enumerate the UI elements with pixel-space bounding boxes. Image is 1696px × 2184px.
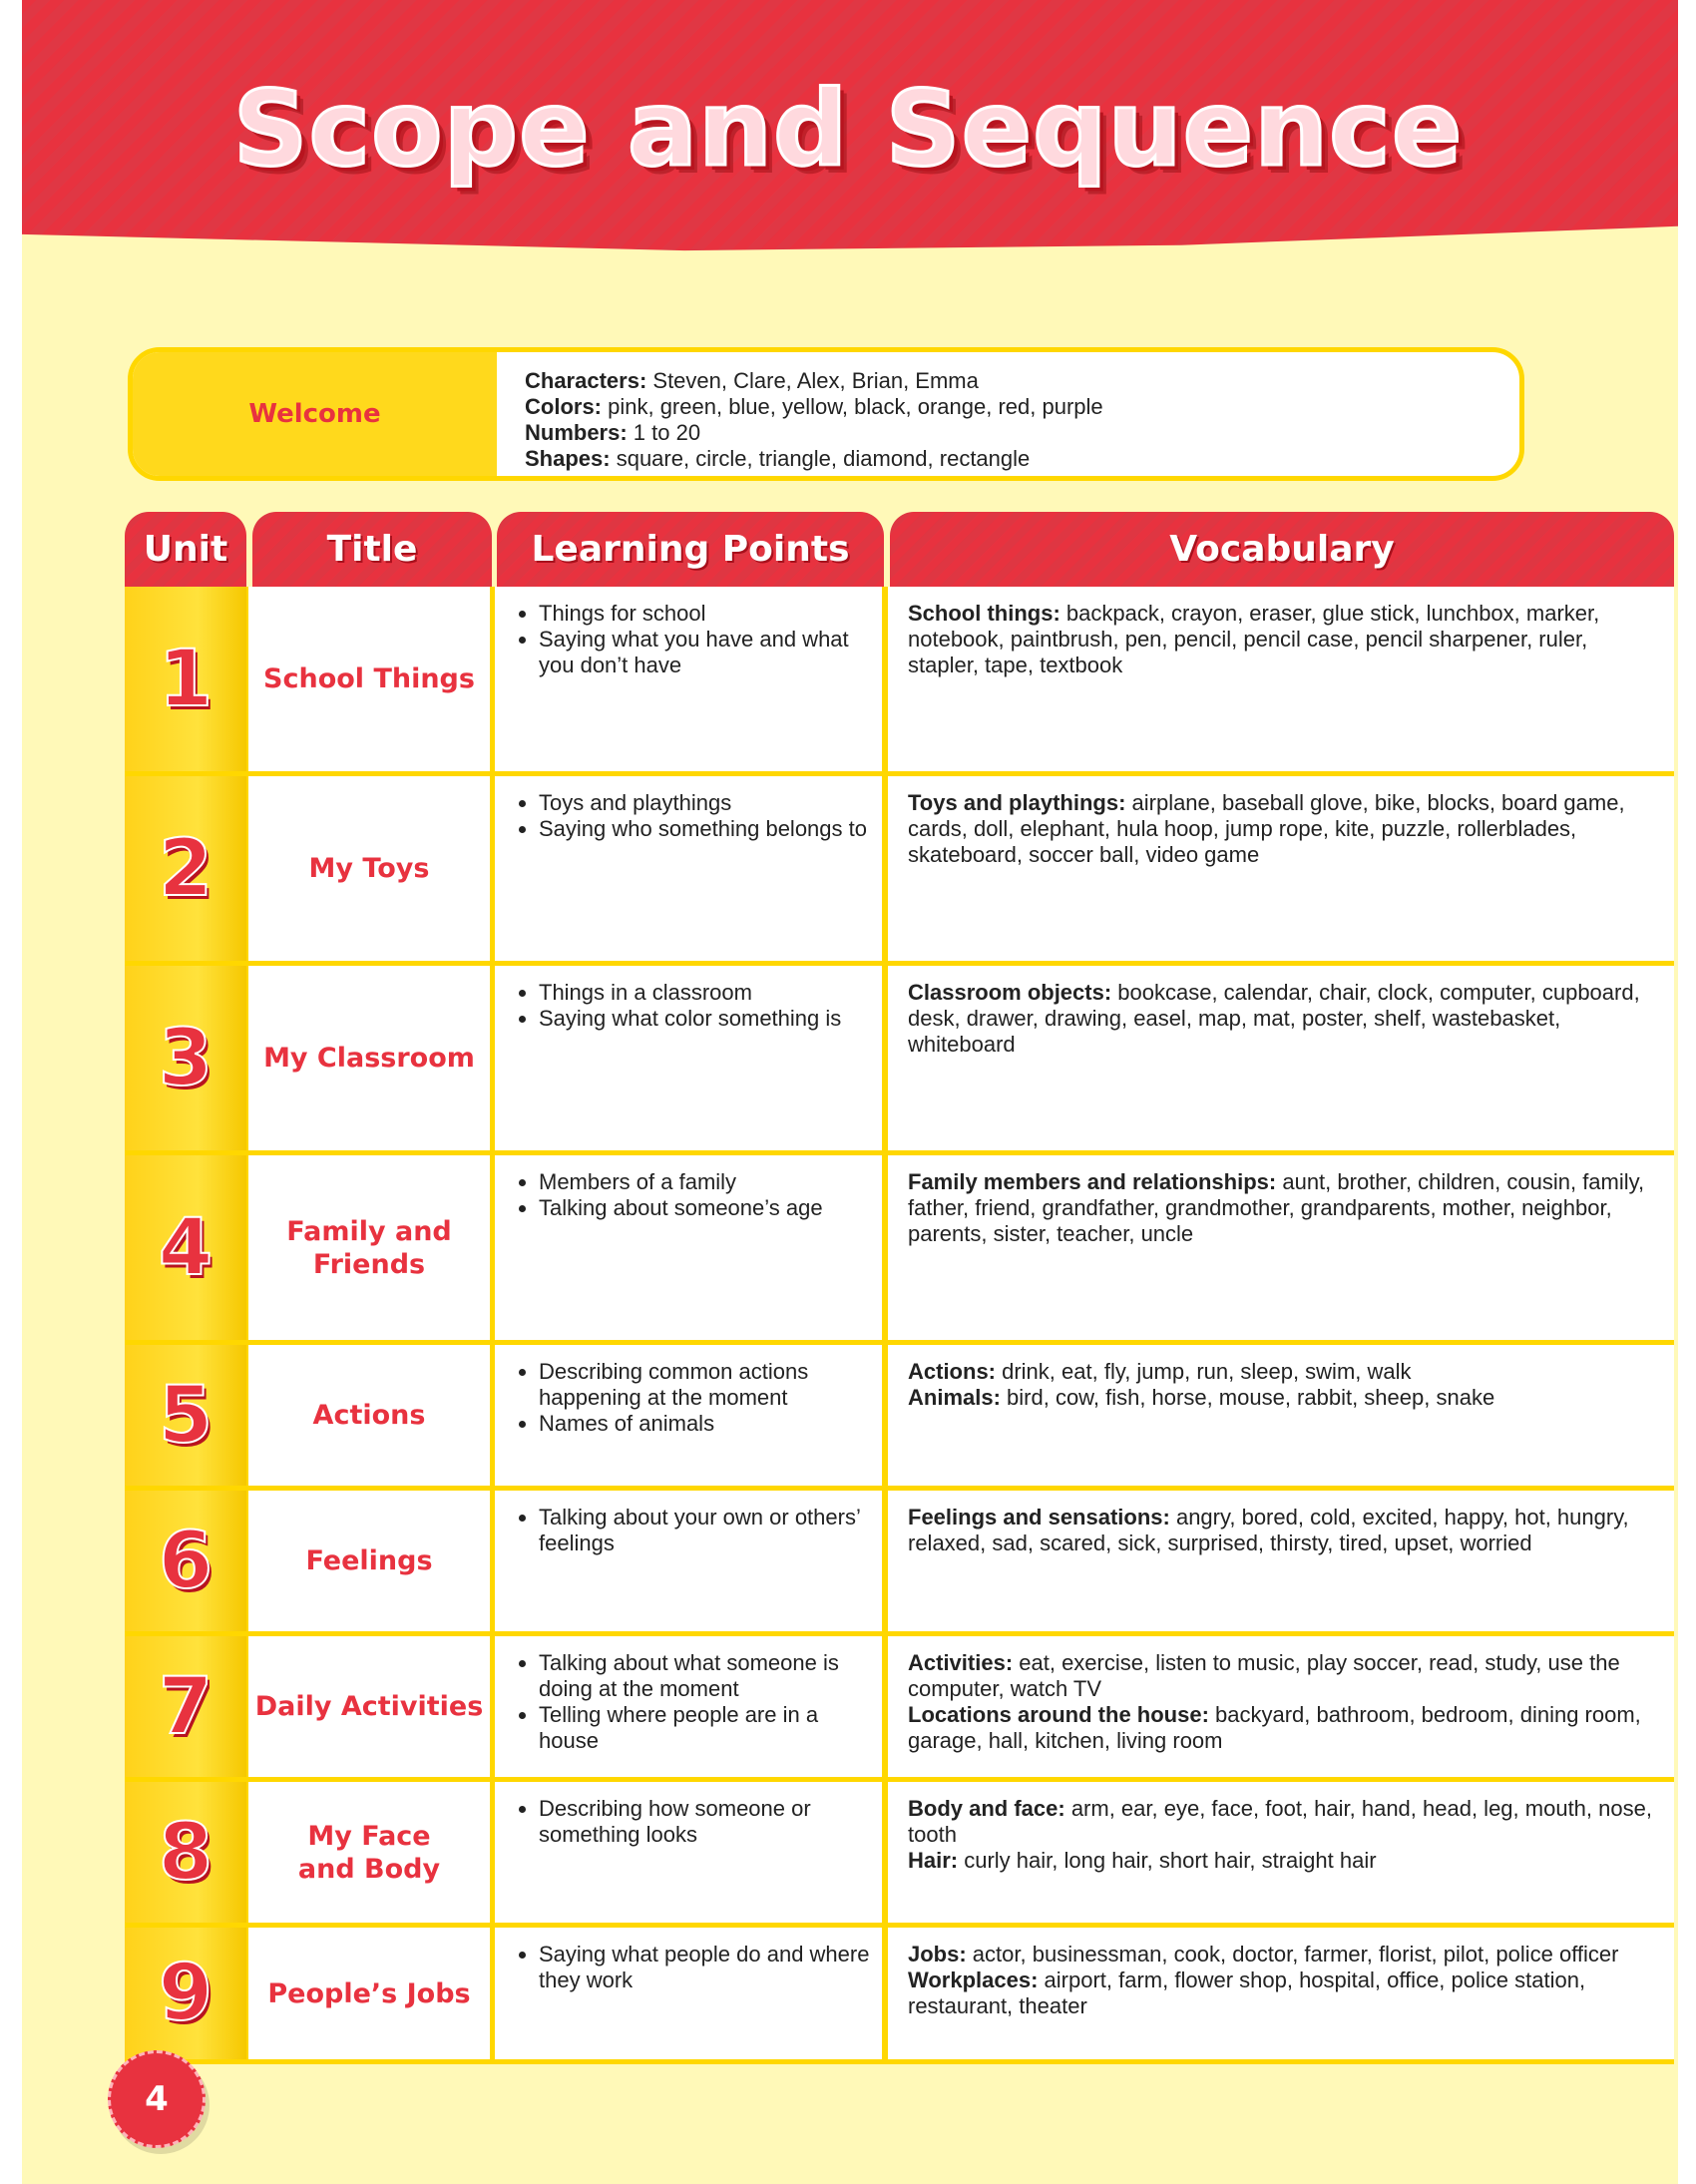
- vocabulary-category: Hair:: [908, 1848, 959, 1873]
- learning-point: • Saying what you have and what you don’t have: [539, 627, 870, 678]
- vocabulary-words: backyard, bathroom, bedroom, dining room, garage, hall, kitchen, living room: [908, 1702, 1641, 1753]
- vocabulary-cell: [888, 1155, 1674, 1340]
- unit-title: People’s Jobs: [267, 1977, 471, 2009]
- learning-point: • Things in a classroom: [539, 980, 870, 1006]
- header-vocabulary: Vocabulary: [890, 512, 1674, 587]
- vocabulary-words: eat, exercise, listen to music, play soccer, read, study, use the computer, watch TV: [908, 1650, 1620, 1701]
- unit-title-cell: [248, 1155, 490, 1340]
- unit-number: 7: [158, 1661, 213, 1752]
- header-learning-points: Learning Points: [497, 512, 884, 587]
- learning-points-cell: [495, 1636, 882, 1777]
- learning-point: • Talking about someone’s age: [539, 1195, 870, 1221]
- learning-points-cell: [495, 1155, 882, 1340]
- welcome-line-label: Characters:: [525, 368, 647, 393]
- vocabulary-entry: [908, 1702, 1656, 1754]
- vocabulary-entry: [908, 1848, 1656, 1874]
- welcome-line-colors: [525, 394, 1499, 420]
- welcome-line-text: pink, green, blue, yellow, black, orange, red, purple: [602, 394, 1103, 419]
- unit-row: [125, 776, 1674, 966]
- welcome-label-cell: [133, 352, 497, 476]
- welcome-line-shapes: [525, 446, 1499, 472]
- vocabulary-cell: [888, 1491, 1674, 1631]
- welcome-line-label: Colors:: [525, 394, 602, 419]
- vocabulary-words: bookcase, calendar, chair, clock, computer, cupboard, desk, drawer, drawing, easel, map, mat, poster, shelf, wastebasket, whiteboard: [908, 980, 1640, 1057]
- unit-number: 5: [158, 1370, 213, 1461]
- vocabulary-cell: [888, 1345, 1674, 1486]
- learning-point: • Saying who something belongs to: [539, 816, 870, 842]
- vocabulary-entry: [908, 1942, 1656, 1967]
- unit-row: [125, 1782, 1674, 1928]
- welcome-details: [525, 368, 1499, 472]
- learning-points-list: [521, 980, 870, 1032]
- unit-title: Daily Activities: [254, 1691, 484, 1722]
- learning-points-list: [521, 1505, 870, 1556]
- learning-point: • Names of animals: [539, 1411, 870, 1437]
- vocabulary-category: Actions:: [908, 1359, 996, 1384]
- vocabulary-words: drink, eat, fly, jump, run, sleep, swim, walk: [996, 1359, 1412, 1384]
- unit-number: 3: [158, 1013, 213, 1103]
- unit-row: [125, 1155, 1674, 1345]
- vocabulary-words: bird, cow, fish, horse, mouse, rabbit, sheep, snake: [1000, 1385, 1495, 1410]
- unit-title-cell: [248, 1928, 490, 2059]
- welcome-line-text: 1 to 20: [627, 420, 701, 445]
- welcome-line-text: square, circle, triangle, diamond, rectangle: [610, 446, 1031, 471]
- learning-point: • Toys and playthings: [539, 790, 870, 816]
- learning-points-list: [521, 1169, 870, 1221]
- vocabulary-category: School things:: [908, 601, 1060, 626]
- learning-point: • Things for school: [539, 601, 870, 627]
- vocabulary-cell: [888, 966, 1674, 1150]
- welcome-line-numbers: [525, 420, 1499, 446]
- unit-title-cell: [248, 587, 490, 771]
- unit-title-cell: [248, 1636, 490, 1777]
- unit-title: My Classroom: [263, 1043, 475, 1074]
- vocabulary-words: backpack, crayon, eraser, glue stick, lunchbox, marker, notebook, paintbrush, pen, pencil, pencil case, pencil sharpener, ruler, stapler, tape, textbook: [908, 601, 1600, 677]
- unit-number: 2: [158, 823, 213, 914]
- vocabulary-category: Animals:: [908, 1385, 1001, 1410]
- unit-number: 9: [158, 1949, 213, 2038]
- unit-row: [125, 1491, 1674, 1636]
- learning-points-cell: [495, 1782, 882, 1923]
- welcome-label: Welcome: [248, 399, 381, 429]
- learning-points-cell: [495, 1345, 882, 1486]
- scope-table: [125, 587, 1674, 2064]
- vocabulary-category: Family members and relationships:: [908, 1169, 1277, 1194]
- header-title: Title: [252, 512, 492, 587]
- unit-title-cell: [248, 1491, 490, 1631]
- unit-number-cell: [125, 1491, 246, 1631]
- unit-number: 1: [158, 634, 213, 724]
- unit-row: [125, 1636, 1674, 1782]
- learning-points-list: [521, 1650, 870, 1754]
- learning-point: • Talking about what someone is doing at the moment: [539, 1650, 870, 1702]
- vocabulary-words: angry, bored, cold, excited, happy, hot, hungry, relaxed, sad, scared, sick, surprised, thirsty, tired, upset, worried: [908, 1505, 1629, 1555]
- vocabulary-category: Body and face:: [908, 1796, 1065, 1821]
- unit-number-cell: [125, 776, 246, 961]
- unit-number-cell: [125, 1928, 246, 2059]
- vocabulary-words: arm, ear, eye, face, foot, hair, hand, head, leg, mouth, nose, tooth: [908, 1796, 1652, 1847]
- unit-number-cell: [125, 1782, 246, 1923]
- learning-points-list: [521, 790, 870, 842]
- learning-point: • Describing how someone or something looks: [539, 1796, 870, 1848]
- vocabulary-words: actor, businessman, cook, doctor, farmer, florist, pilot, police officer: [966, 1942, 1619, 1966]
- unit-title: Feelings: [305, 1545, 433, 1576]
- vocabulary-entry: [908, 790, 1656, 868]
- unit-title: Family and Friends: [286, 1215, 452, 1280]
- learning-point: • Describing common actions happening at the moment: [539, 1359, 870, 1411]
- learning-points-cell: [495, 1491, 882, 1631]
- vocabulary-entry: [908, 1796, 1656, 1848]
- unit-title: My Face and Body: [297, 1820, 441, 1885]
- unit-row: [125, 587, 1674, 776]
- vocabulary-words: airport, farm, flower shop, hospital, office, police station, restaurant, theater: [908, 1967, 1586, 2018]
- unit-title-cell: [248, 776, 490, 961]
- vocabulary-category: Activities:: [908, 1650, 1014, 1675]
- learning-point: • Talking about your own or others’ feelings: [539, 1505, 870, 1556]
- unit-title-cell: [248, 966, 490, 1150]
- vocabulary-category: Locations around the house:: [908, 1702, 1209, 1727]
- vocabulary-words: curly hair, long hair, short hair, straight hair: [958, 1848, 1377, 1873]
- learning-points-cell: [495, 966, 882, 1150]
- welcome-line-label: Shapes:: [525, 446, 611, 471]
- vocabulary-cell: [888, 1782, 1674, 1923]
- unit-number: 8: [158, 1807, 213, 1898]
- vocabulary-entry: [908, 601, 1656, 678]
- vocabulary-words: airplane, baseball glove, bike, blocks, board game, cards, doll, elephant, hula hoop, jump rope, kite, puzzle, rollerblades, skateboard, soccer ball, video game: [908, 790, 1625, 867]
- learning-point: • Saying what people do and where they work: [539, 1942, 870, 1993]
- vocabulary-entry: [908, 1650, 1656, 1702]
- learning-points-list: [521, 1942, 870, 1993]
- welcome-line-characters: [525, 368, 1499, 394]
- vocabulary-category: Feelings and sensations:: [908, 1505, 1170, 1529]
- unit-row: [125, 1928, 1674, 2064]
- vocabulary-entry: [908, 1359, 1656, 1385]
- learning-point: • Telling where people are in a house: [539, 1702, 870, 1754]
- learning-point: • Saying what color something is: [539, 1006, 870, 1032]
- unit-row: [125, 1345, 1674, 1491]
- welcome-line-label: Numbers:: [525, 420, 628, 445]
- vocabulary-words: aunt, brother, children, cousin, family, father, friend, grandfather, grandmother, grandparents, mother, neighbor, parents, sister, teacher, uncle: [908, 1169, 1645, 1246]
- unit-number-cell: [125, 1636, 246, 1777]
- vocabulary-category: Jobs:: [908, 1942, 967, 1966]
- vocabulary-entry: [908, 1505, 1656, 1556]
- page-number-badge: 4: [108, 2050, 206, 2148]
- unit-number-cell: [125, 1345, 246, 1486]
- unit-number-cell: [125, 587, 246, 771]
- vocabulary-cell: [888, 1636, 1674, 1777]
- unit-title-cell: [248, 1782, 490, 1923]
- learning-points-list: [521, 601, 870, 678]
- unit-number-cell: [125, 966, 246, 1150]
- learning-points-list: [521, 1796, 870, 1848]
- learning-points-cell: [495, 587, 882, 771]
- vocabulary-category: Classroom objects:: [908, 980, 1112, 1005]
- vocabulary-category: Toys and playthings:: [908, 790, 1126, 815]
- unit-title: Actions: [312, 1400, 426, 1431]
- header-unit: Unit: [125, 512, 246, 587]
- unit-title: School Things: [263, 663, 475, 694]
- vocabulary-entry: [908, 1967, 1656, 2019]
- unit-number-cell: [125, 1155, 246, 1340]
- vocabulary-cell: [888, 587, 1674, 771]
- learning-points-list: [521, 1359, 870, 1437]
- vocabulary-cell: [888, 1928, 1674, 2059]
- learning-point: • Members of a family: [539, 1169, 870, 1195]
- vocabulary-entry: [908, 1169, 1656, 1247]
- welcome-line-text: Steven, Clare, Alex, Brian, Emma: [646, 368, 979, 393]
- vocabulary-entry: [908, 980, 1656, 1058]
- vocabulary-cell: [888, 776, 1674, 961]
- welcome-box: [128, 347, 1524, 481]
- unit-number: 4: [158, 1202, 213, 1293]
- unit-row: [125, 966, 1674, 1155]
- page-title: Scope and Sequence: [232, 68, 1464, 190]
- learning-points-cell: [495, 1928, 882, 2059]
- unit-number: 6: [158, 1516, 213, 1606]
- vocabulary-entry: [908, 1385, 1656, 1411]
- unit-title: My Toys: [308, 853, 430, 884]
- vocabulary-category: Workplaces:: [908, 1967, 1039, 1992]
- unit-title-cell: [248, 1345, 490, 1486]
- learning-points-cell: [495, 776, 882, 961]
